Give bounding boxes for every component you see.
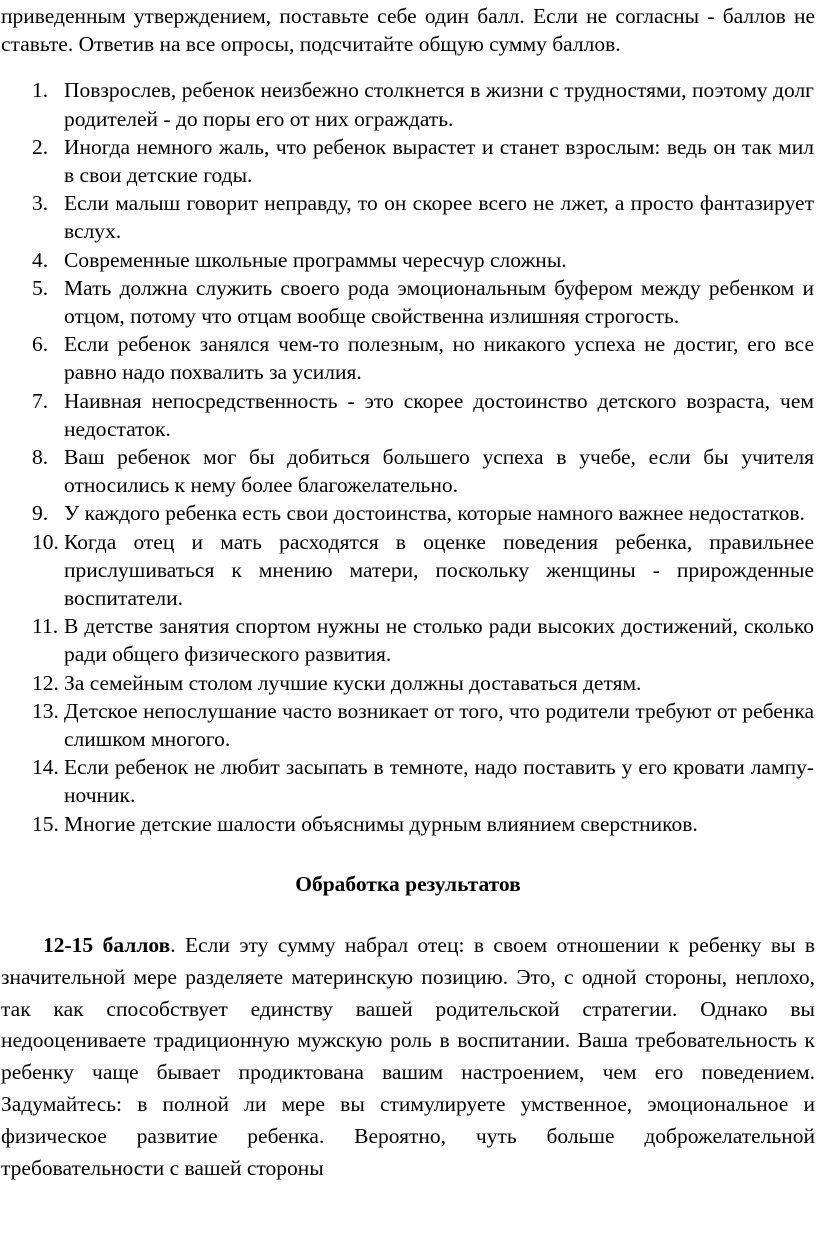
- question-number: 8.: [32, 445, 49, 470]
- question-item: [0, 810, 816, 838]
- question-number: 2.: [32, 134, 49, 159]
- question-text: Если ребенок занялся чем-то полезным, но никакого успеха не достиг, его все равно надо похвалить за усилия.: [64, 332, 814, 385]
- intro-paragraph: приведенным утверждением, поставьте себе один балл. Если не согласны - баллов не ставьте. Ответив на все опросы, подсчитайте общую сумму баллов.: [1, 4, 815, 57]
- question-item: [0, 246, 816, 274]
- question-text: Когда отец и мать расходятся в оценке поведения ребенка, правильнее прислушиваться к мнению матери, поскольку женщины - прирожденные воспитатели.: [64, 529, 814, 611]
- question-text: Иногда немного жаль, что ребенок вырастет и станет взрослым: ведь он так мил в свои детские годы.: [64, 134, 814, 188]
- question-item: [0, 612, 816, 668]
- question-item: [0, 274, 816, 330]
- question-text: Современные школьные программы чересчур сложны.: [64, 247, 567, 272]
- question-text: Ваш ребенок мог бы добиться большего успеха в учебе, если бы учителя относились к нему более благожелательно.: [64, 445, 814, 498]
- question-item: [0, 330, 816, 386]
- question-text: Многие детские шалости объяснимы дурным влиянием сверстников.: [64, 811, 698, 836]
- question-number: 5.: [32, 275, 49, 300]
- question-list: [0, 76, 816, 837]
- question-number: 7.: [32, 388, 49, 413]
- section-title: Обработка результатов: [295, 871, 521, 896]
- question-text: В детстве занятия спортом нужны не столько ради высоких достижений, сколько ради общего физического развития.: [64, 614, 814, 667]
- question-item: [0, 443, 816, 499]
- question-number: 13.: [32, 698, 59, 723]
- question-text: Если малыш говорит неправду, то он скорее всего не лжет, а просто фантазирует вслух.: [64, 191, 814, 244]
- question-item: [0, 133, 816, 189]
- question-number: 11.: [32, 614, 59, 639]
- question-number: 15.: [32, 811, 59, 836]
- question-item: [0, 669, 816, 697]
- question-text: Детское непослушание часто возникает от того, что родители требуют от ребенка слишком многого.: [64, 698, 814, 752]
- question-number: 14.: [32, 755, 59, 780]
- question-item: [0, 528, 816, 613]
- question-item: [0, 387, 816, 443]
- question-text: Мать должна служить своего рода эмоциональным буфером между ребенком и отцом, потому что отцам вообще свойственна излишняя строгость.: [64, 275, 814, 329]
- result-text: . Если эту сумму набрал отец: в своем отношении к ребенку вы в значительной мере разделяете материнскую позицию. Это, с одной стороны, неплохо, так как способствует единству вашей родительской стратегии. Однако вы недооцениваете традиционную мужскую роль в воспитании. Ваша требовательность к ребенку чаще бывает продиктована вашим настроением, чем его поведением. Задумайтесь: в полной ли мере вы стимулируете умственное, эмоциональное и физическое развитие ребенка. Вероятно, чуть больше доброжелательной требовательности с вашей стороны: [1, 933, 815, 1180]
- question-item: [0, 499, 816, 527]
- question-number: 9.: [32, 501, 49, 526]
- question-text: У каждого ребенка есть свои достоинства, которые намного важнее недостатков.: [64, 501, 805, 526]
- question-number: 1.: [32, 78, 49, 103]
- question-number: 12.: [32, 670, 59, 695]
- question-item: [0, 697, 816, 753]
- result-score-range: 12-15 баллов: [43, 933, 171, 958]
- question-text: Если ребенок не любит засыпать в темноте, надо поставить у его кровати лампу-ночник.: [64, 755, 814, 808]
- question-text: Наивная непосредственность - это скорее достоинство детского возраста, чем недостаток.: [64, 388, 814, 441]
- question-number: 4.: [32, 247, 49, 272]
- question-number: 10.: [32, 529, 59, 554]
- result-paragraph: [0, 930, 816, 1184]
- question-number: 6.: [32, 332, 49, 357]
- question-text: Повзрослев, ребенок неизбежно столкнется в жизни с трудностями, поэтому долг родителей - до поры его от них ограждать.: [64, 78, 814, 131]
- question-number: 3.: [32, 191, 49, 216]
- question-item: [0, 76, 816, 132]
- question-item: [0, 753, 816, 809]
- question-item: [0, 189, 816, 245]
- question-text: За семейным столом лучшие куски должны доставаться детям.: [64, 670, 642, 695]
